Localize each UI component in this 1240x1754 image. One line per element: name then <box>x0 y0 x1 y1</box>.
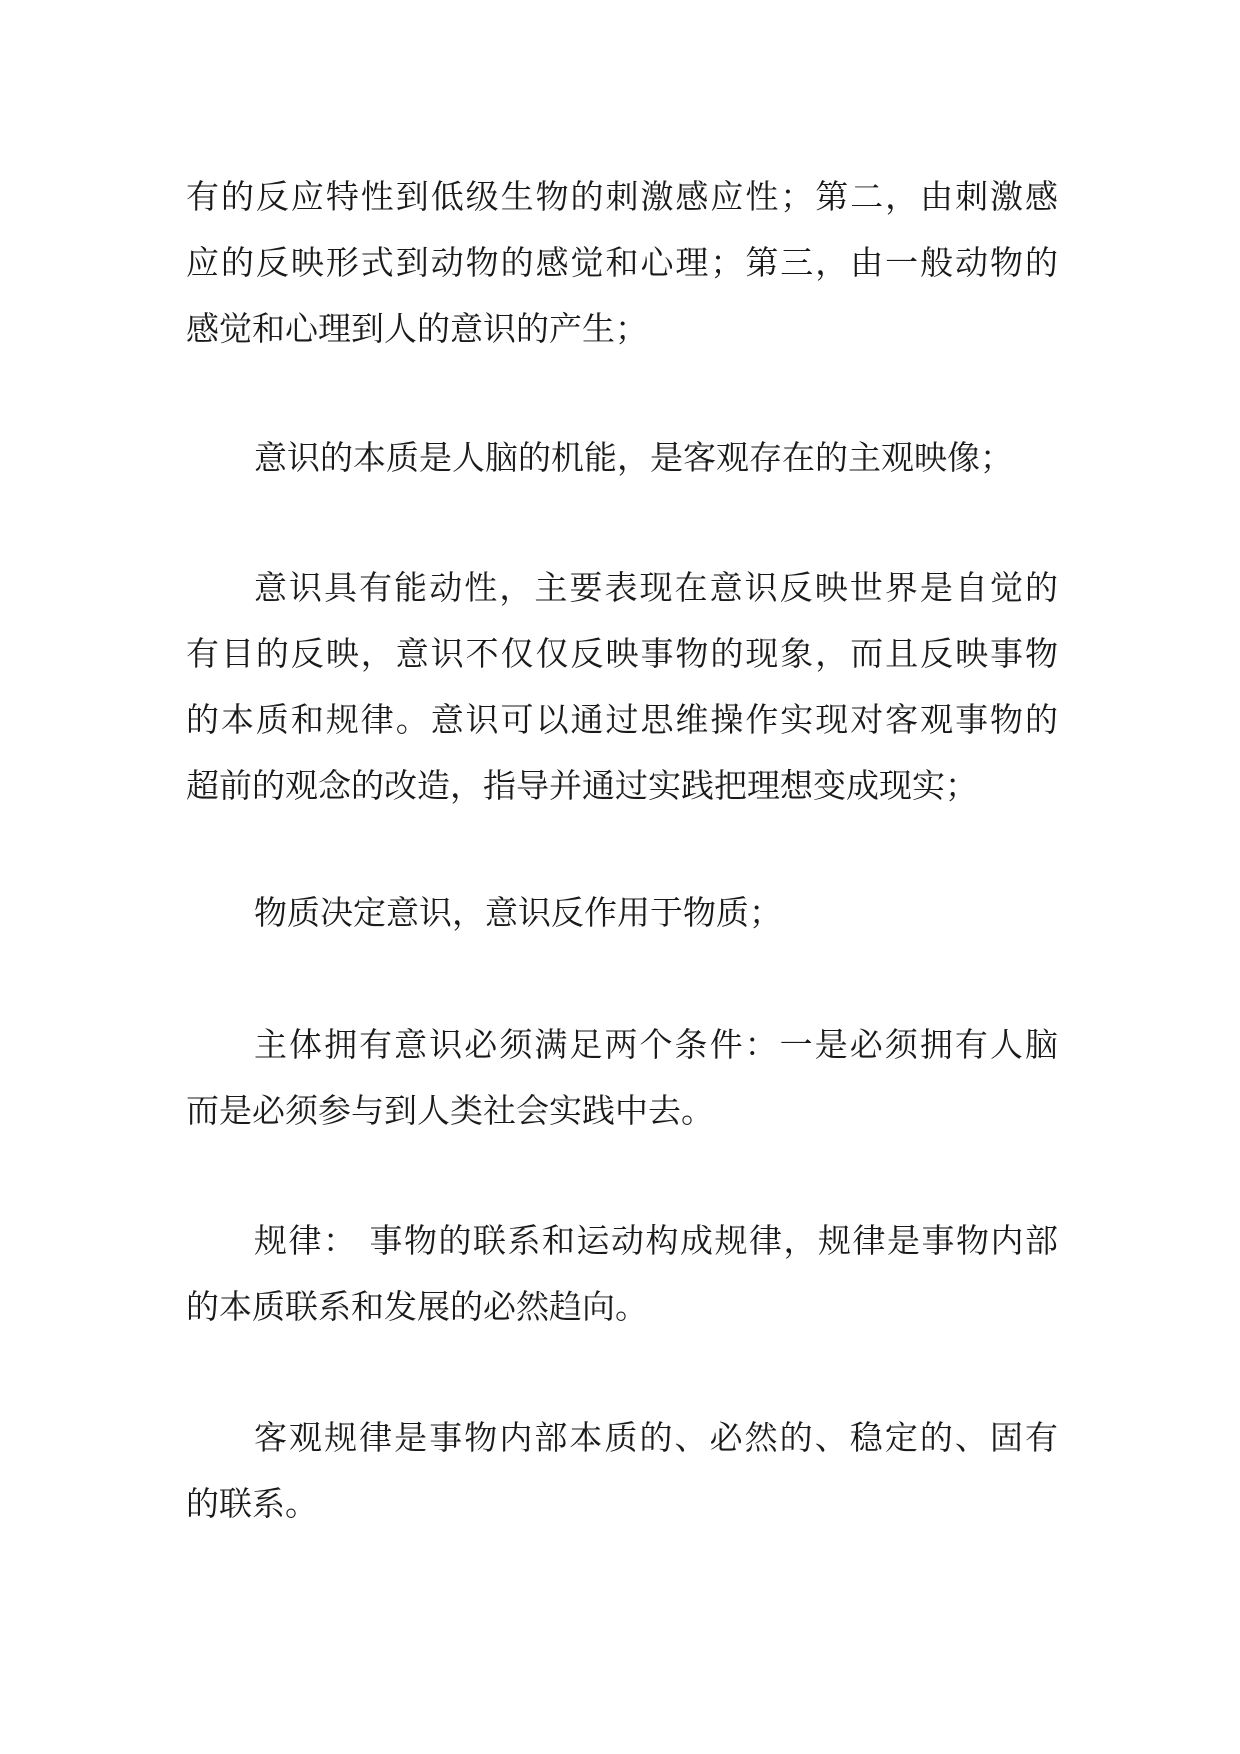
text-line: 的本质联系和发展的必然趋向。 <box>186 1287 648 1326</box>
text-line: 意识具有能动性，主要表现在意识反映世界是自觉的 <box>254 568 1058 607</box>
text-line: 的联系。 <box>186 1484 318 1523</box>
paragraph-definition-of-law <box>186 1208 1058 1340</box>
text-line: 超前的观念的改造，指导并通过实践把理想变成现实； <box>186 766 978 805</box>
text-line: 客观规律是事物内部本质的、必然的、稳定的、固有 <box>254 1418 1058 1457</box>
text-line: 主体拥有意识必须满足两个条件：一是必须拥有人脑 <box>254 1025 1058 1064</box>
text-line: 物质决定意识，意识反作用于物质； <box>254 893 782 932</box>
text-line: 应的反映形式到动物的感觉和心理；第三，由一般动物的 <box>186 243 1058 282</box>
text-line: 的本质和规律。意识可以通过思维操作实现对客观事物的 <box>186 700 1058 739</box>
text-line: 感觉和心理到人的意识的产生； <box>186 309 648 348</box>
text-line: 规律： 事物的联系和运动构成规律，规律是事物内部 <box>254 1221 1058 1260</box>
text-line: 而是必须参与到人类社会实践中去。 <box>186 1091 714 1130</box>
paragraph-agency-of-consciousness <box>186 555 1058 819</box>
text-line: 意识的本质是人脑的机能，是客观存在的主观映像； <box>254 438 1013 477</box>
text-line: 有的反应特性到低级生物的刺激感应性；第二，由刺激感 <box>186 177 1058 216</box>
paragraph-conditions-of-consciousness <box>186 1012 1058 1144</box>
paragraph-essence-of-consciousness <box>186 425 1058 491</box>
paragraph-matter-determines-consciousness <box>186 880 1058 946</box>
text-line: 有目的反映，意识不仅仅反映事物的现象，而且反映事物 <box>186 634 1058 673</box>
paragraph-continuation <box>186 164 1058 362</box>
paragraph-objective-law <box>186 1405 1058 1537</box>
